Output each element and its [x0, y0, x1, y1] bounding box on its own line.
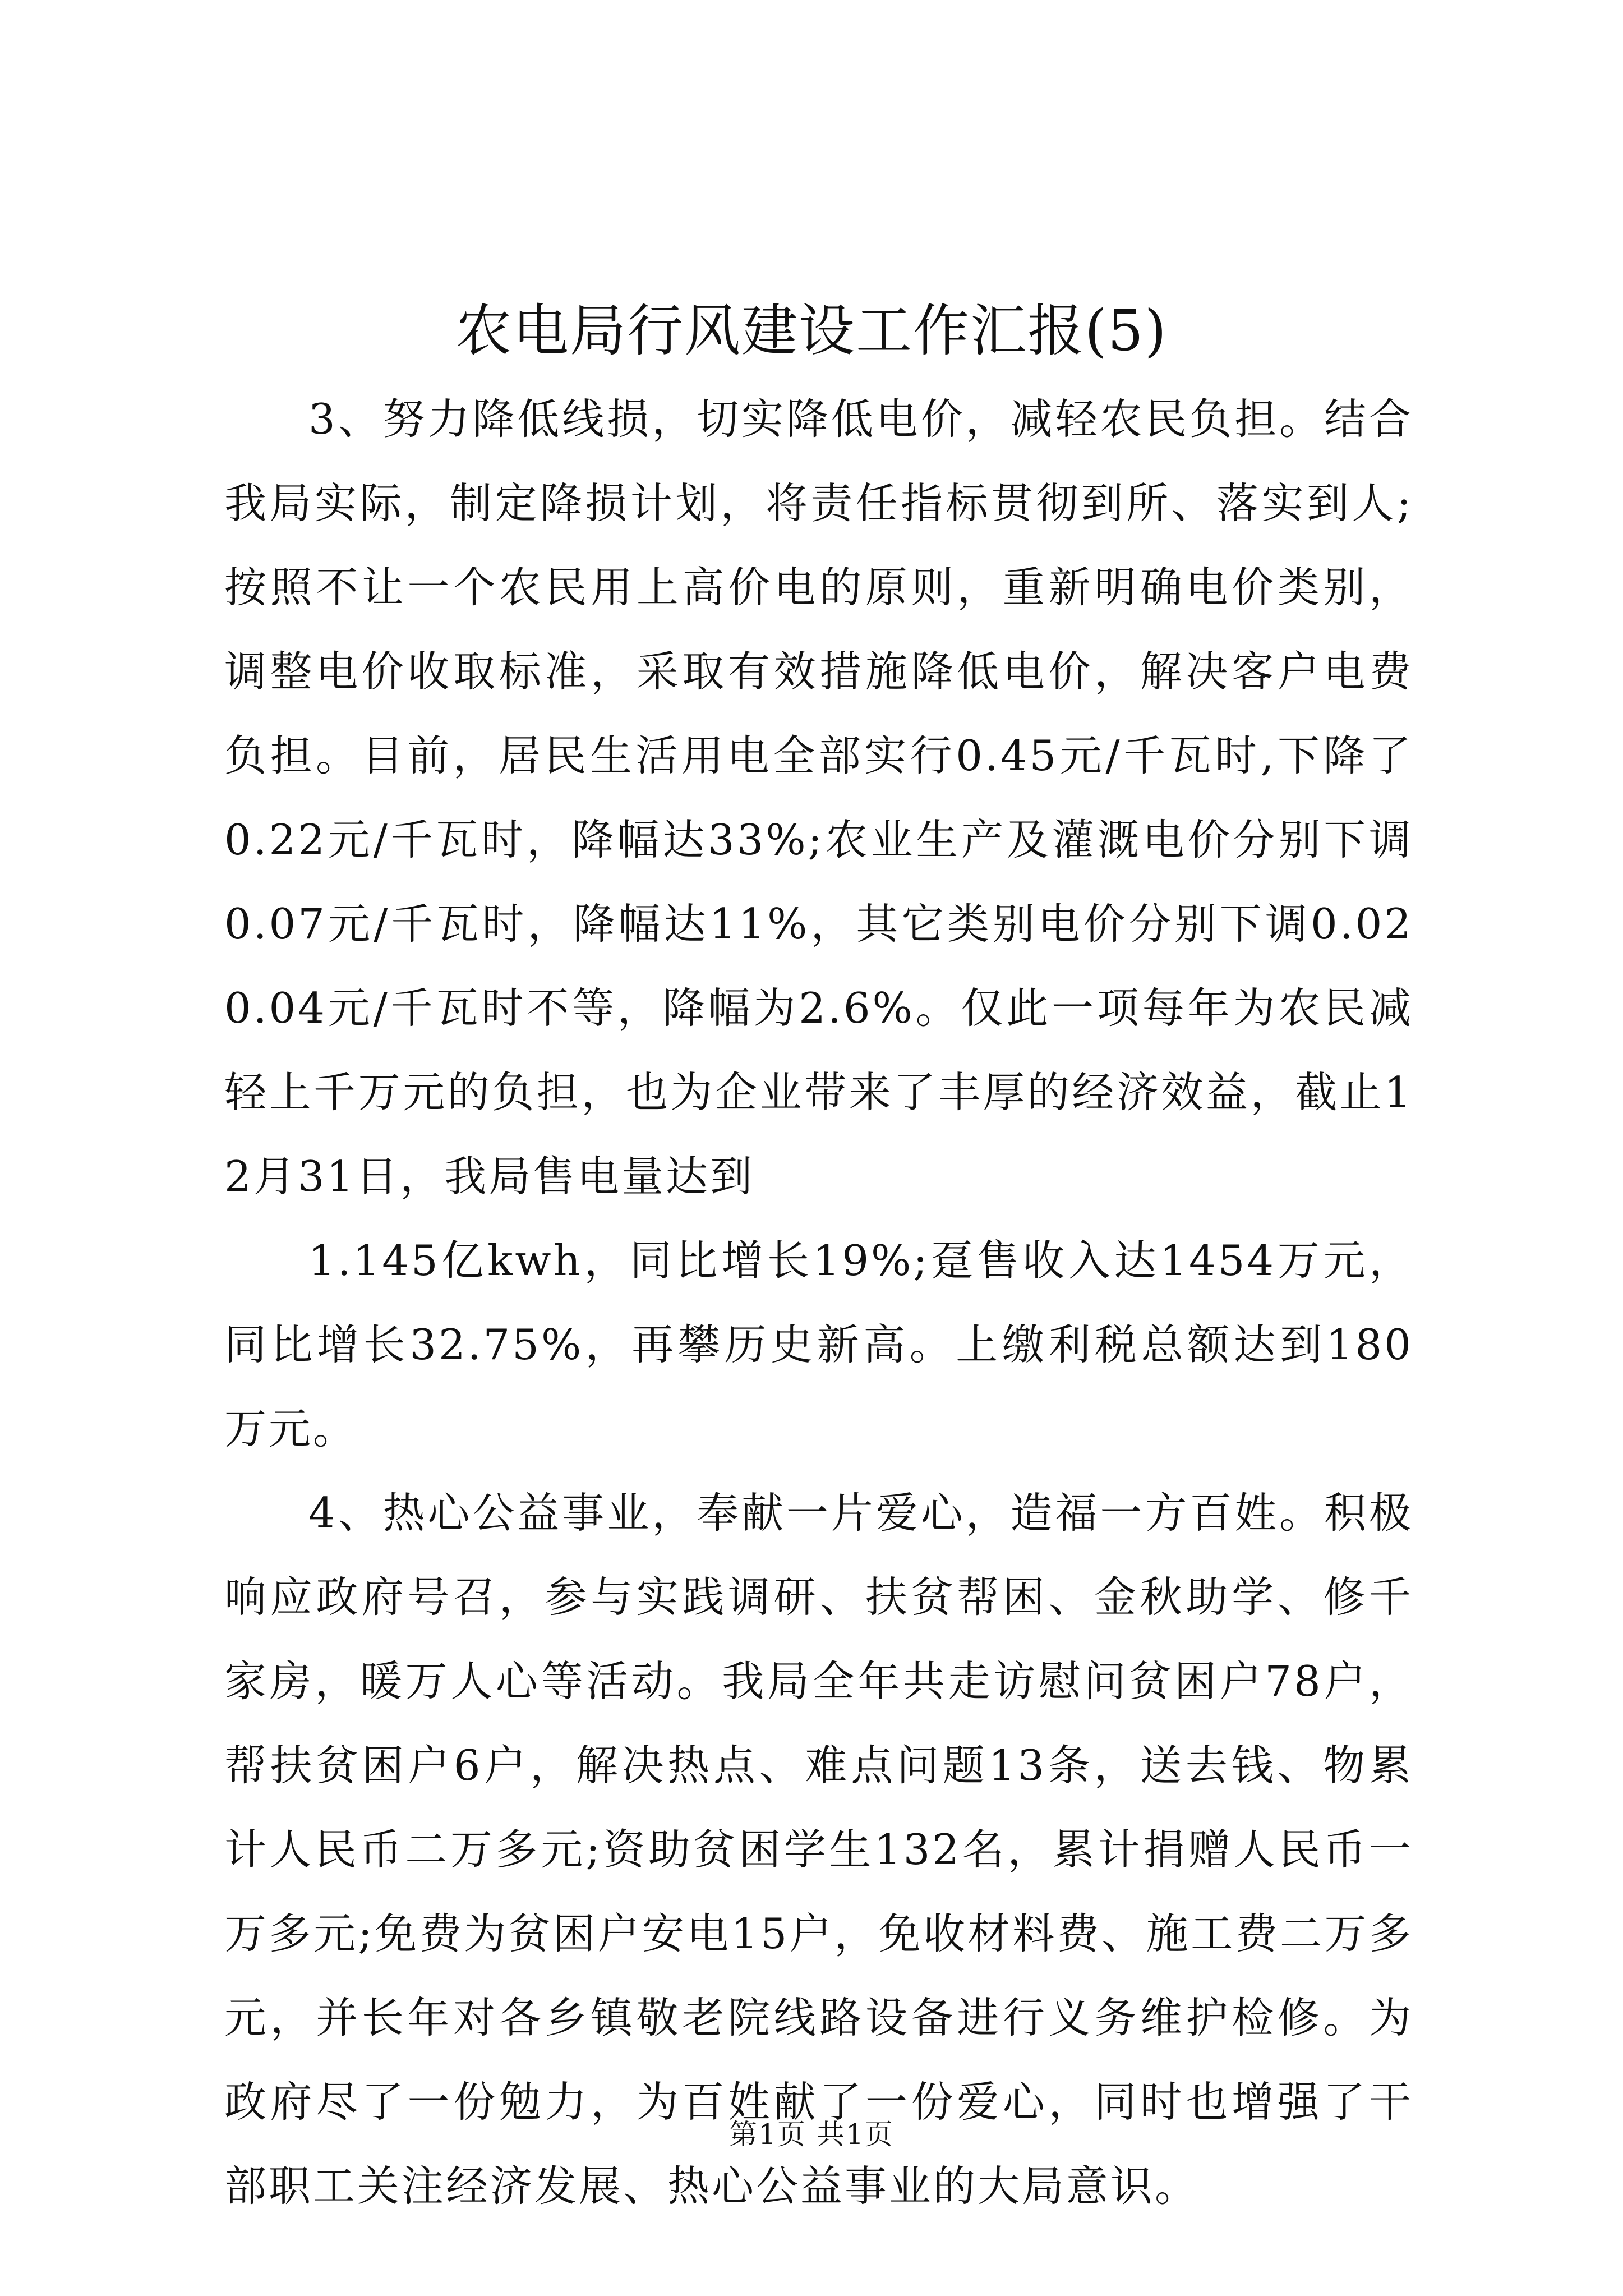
document-body	[224, 377, 1413, 2228]
paragraph-1: 3、努力降低线损，切实降低电价，减轻农民负担。结合我局实际，制定降损计划，将责任指标贯彻到所、落实到人;按照不让一个农民用上高价电的原则，重新明确电价类别，调整电价收取标准，采取有效措施降低电价，解决客户电费负担。目前，居民生活用电全部实行0.45元/千瓦时,下降了0.22元/千瓦时，降幅达33%;农业生产及灌溉电价分别下调0.07元/千瓦时，降幅达11%，其它类别电价分别下调0.020.04元/千瓦时不等，降幅为2.6%。仅此一项每年为农民减轻上千万元的负担，也为企业带来了丰厚的经济效益，截止12月31日，我局售电量达到	[224, 394, 1413, 1201]
document-title: 农电局行风建设工作汇报(5)	[455, 298, 1168, 364]
paragraph-3: 4、热心公益事业，奉献一片爱心，造福一方百姓。积极响应政府号召，参与实践调研、扶贫帮困、金秋助学、修千家房，暖万人心等活动。我局全年共走访慰问贫困户78户，帮扶贫困户6户，解决热点、难点问题13条，送去钱、物累计人民币二万多元;资助贫困学生132名，累计捐赠人民币一万多元;免费为贫困户安电15户，免收材料费、施工费二万多元，并长年对各乡镇敬老院线路设备进行义务维护检修。为政府尽了一份勉力，为百姓献了一份爱心，同时也增强了干部职工关注经济发展、热心公益事业的大局意识。	[224, 1488, 1413, 2211]
paragraph-2: 1.145亿kwh，同比增长19%;趸售收入达1454万元，同比增长32.75%，再攀历史新高。上缴利税总额达到180万元。	[224, 1236, 1413, 1453]
page-footer: 第1页 共1页	[729, 2118, 894, 2151]
